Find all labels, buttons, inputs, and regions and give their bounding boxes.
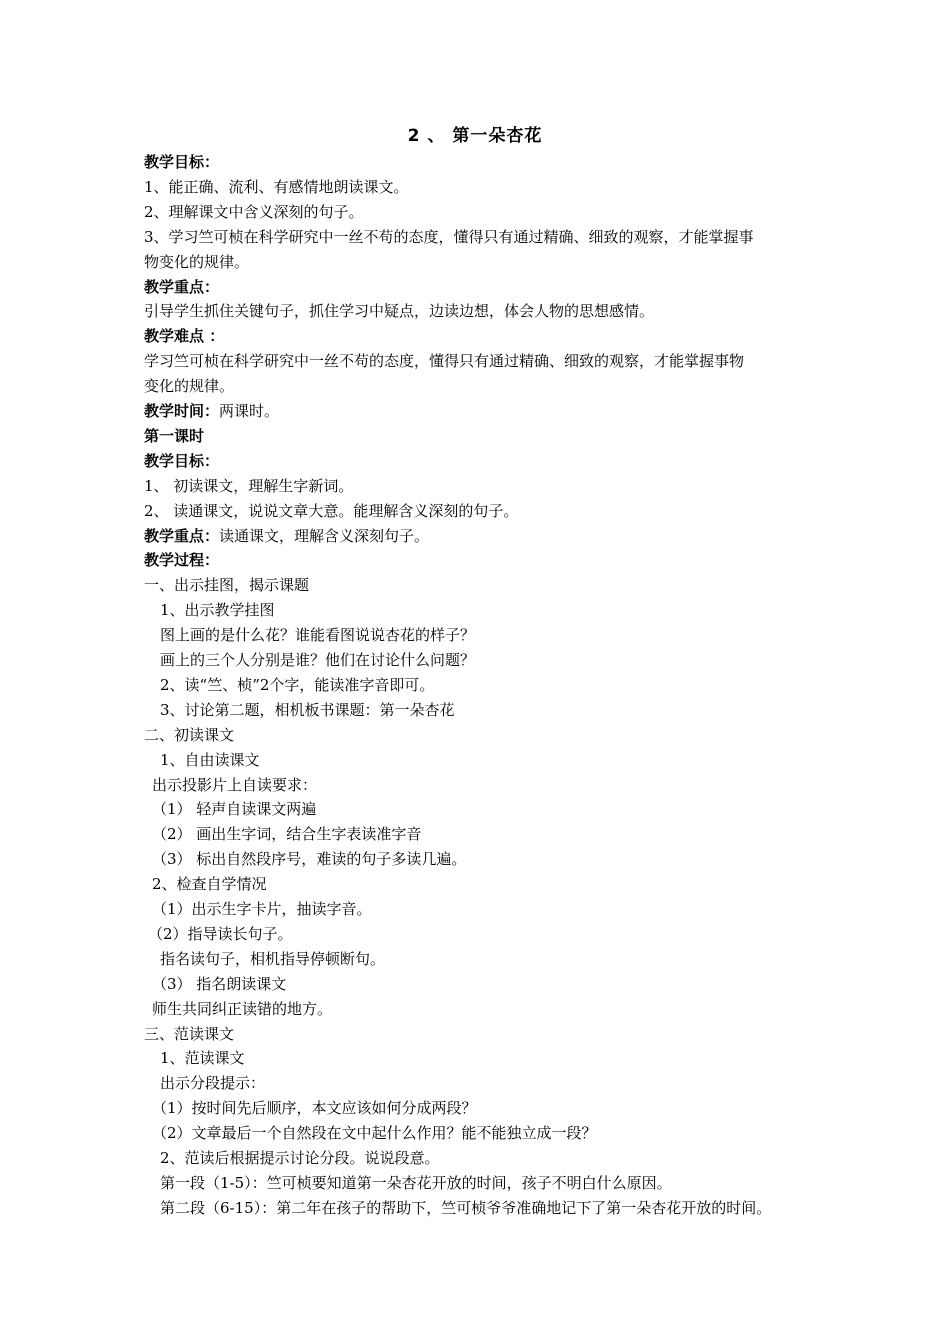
section-heading: 教学重点：: [144, 277, 220, 296]
text-line: 出示投影片上自读要求：: [152, 775, 318, 794]
text-line: 2、 读通课文，说说文章大意。能理解含义深刻的句子。: [144, 501, 519, 520]
text-line: 2、检查自学情况: [152, 875, 267, 894]
text-line: 1、出示教学挂图: [160, 601, 275, 620]
text-line: （2） 画出生字词，结合生字表读准字音: [152, 825, 422, 844]
text-line: 二、初读课文: [144, 725, 235, 744]
text-line: 1、 初读课文，理解生字新词。: [144, 476, 354, 495]
text-line: （1） 轻声自读课文两遍: [152, 800, 317, 819]
lesson-title: 2 、 第一朵杏花: [407, 126, 543, 146]
text-line: （3） 标出自然段序号，难读的句子多读几遍。: [152, 850, 467, 869]
text-line: 一、出示挂图，揭示课题: [144, 576, 310, 595]
text-line: 指名读句子，相机指导停顿断句。: [160, 949, 386, 968]
text-line: 2、理解课文中含义深刻的句子。: [144, 202, 364, 221]
text-line: 物变化的规律。: [144, 252, 250, 271]
text-line: 画上的三个人分别是谁？他们在讨论什么问题？: [160, 651, 476, 669]
text-line: 1、能正确、流利、有感情地朗读课文。: [144, 177, 409, 196]
text-line: 第一段（1-5）：竺可桢要知道第一朵杏花开放的时间，孩子不明白什么原因。: [160, 1173, 672, 1192]
text-line: （2）文章最后一个自然段在文中起什么作用？能不能独立成一段？: [152, 1124, 597, 1143]
inline-label: 教学时间：: [144, 402, 220, 420]
text-line: （2）指导读长句子。: [148, 924, 293, 943]
text-line: [144, 524, 429, 548]
section-heading: 教学目标：: [144, 451, 220, 470]
section-heading: 教学过程：: [144, 551, 220, 570]
text-line: [144, 399, 279, 423]
text-line: 2、范读后根据提示讨论分段。说说段意。: [160, 1149, 440, 1167]
section-heading: 教学难点 ：: [144, 327, 225, 346]
text-line: 1、范读课文: [160, 1049, 245, 1068]
text-line: 出示分段提示：: [160, 1074, 266, 1093]
text-line: （1）按时间先后顺序，本文应该如何分成两段？: [152, 1099, 477, 1118]
text-line: （3） 指名朗读课文: [152, 974, 287, 993]
inline-text: 读通课文，理解含义深刻句子。: [219, 526, 430, 545]
text-line: 三、范读课文: [144, 1024, 235, 1043]
section-heading: 教学目标：: [144, 153, 220, 171]
text-line: 师生共同纠正读错的地方。: [152, 999, 333, 1018]
text-line: 引导学生抓住关键句子，抓住学习中疑点，边读边想，体会人物的思想感情。: [144, 302, 655, 321]
section-heading: 第一课时: [144, 426, 205, 445]
text-line: 变化的规律。: [144, 377, 235, 396]
text-line: 第二段（6-15）：第二年在孩子的帮助下，竺可桢爷爷准确地记下了第一朵杏花开放的时间。: [160, 1198, 772, 1217]
text-line: 3、讨论第二题，相机板书课题：第一朵杏花: [160, 700, 455, 719]
text-line: 图上画的是什么花？谁能看图说说杏花的样子？: [160, 626, 476, 645]
text-line: 1、自由读课文: [160, 750, 260, 769]
text-line: 3、学习竺可桢在科学研究中一丝不苟的态度，懂得只有通过精确、细致的观察，才能掌握事: [144, 227, 754, 246]
text-line: （1）出示生字卡片，抽读字音。: [152, 900, 372, 918]
inline-text: 两课时。: [219, 402, 280, 420]
text-line: 2、读“竺、桢”2个字，能读准字音即可。: [160, 675, 435, 694]
text-line: 学习竺可桢在科学研究中一丝不苟的态度，懂得只有通过精确、细致的观察，才能掌握事物: [144, 352, 745, 371]
inline-label: 教学重点：: [144, 526, 220, 545]
